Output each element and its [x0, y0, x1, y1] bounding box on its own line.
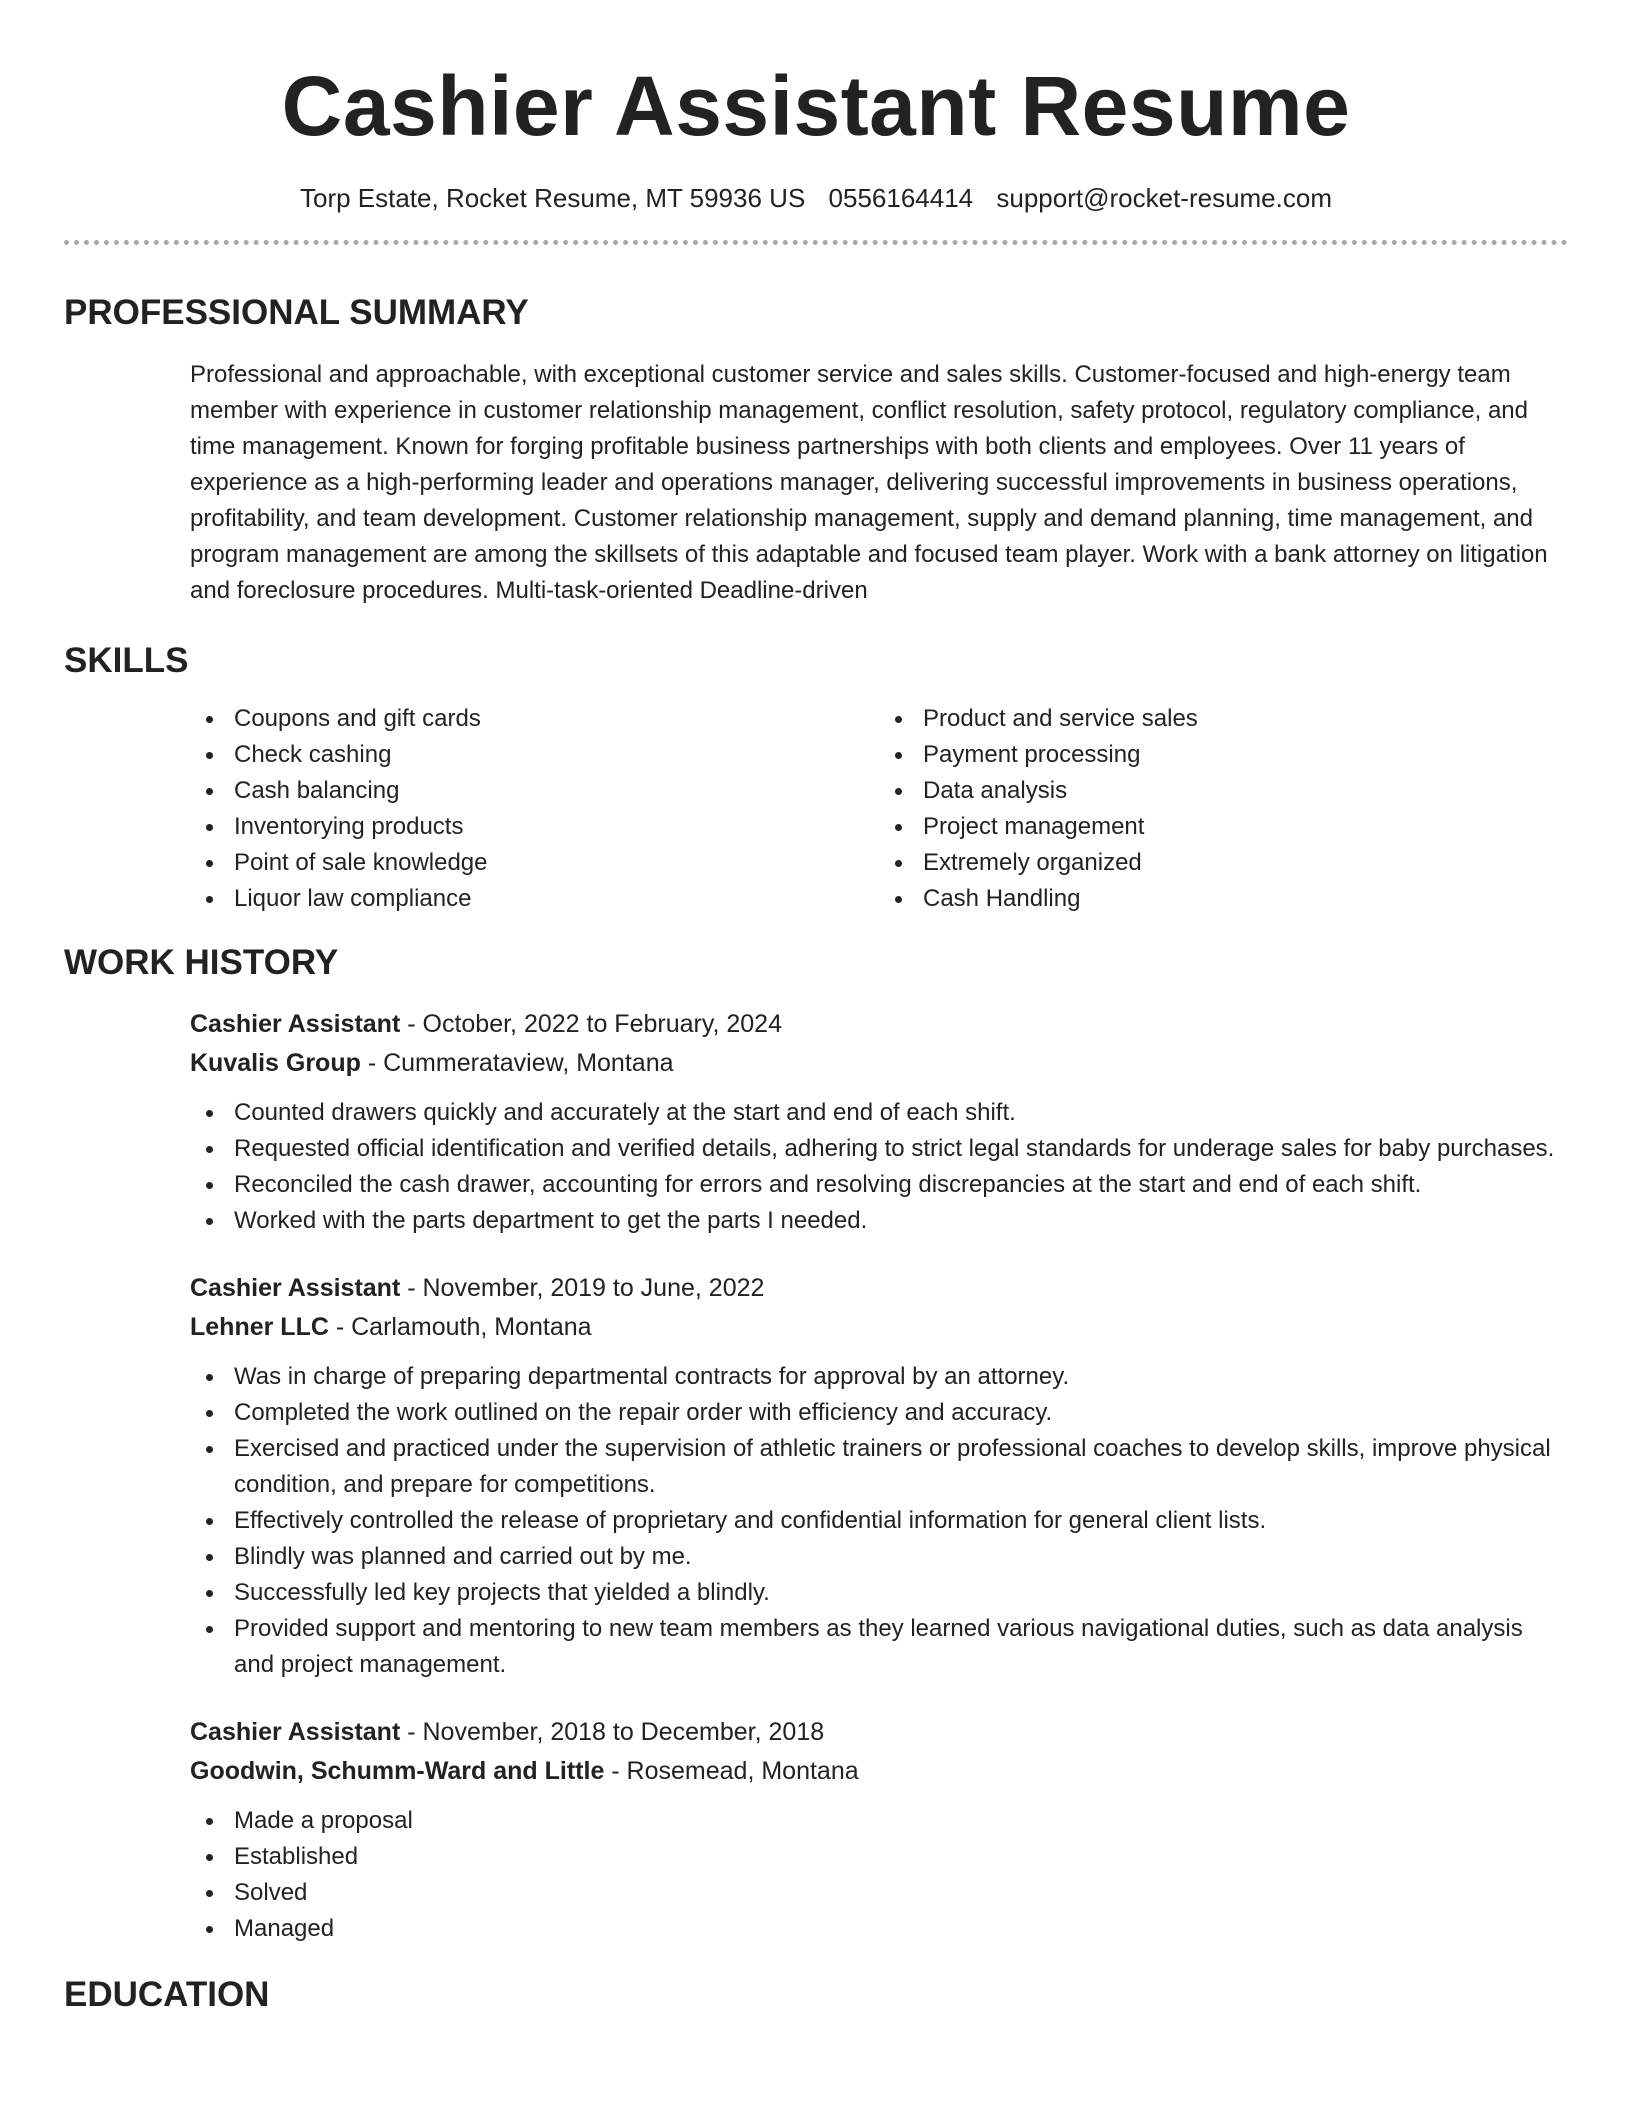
job-dates: - November, 2019 to June, 2022 [400, 1274, 765, 1302]
job-role: Cashier Assistant [190, 1718, 401, 1746]
skill-item: Inventorying products [234, 809, 879, 845]
resume-title: Cashier Assistant Resume [281, 59, 1351, 153]
job-bullet: Successfully led key projects that yielded a blindly. [234, 1575, 1568, 1611]
summary-text: Professional and approachable, with exceptional customer service and sales skills. Customer-focused and high-energy team member with experience in customer relationship management, conflict resolution, safety protocol, regulatory compliance, and time management. Known for forging profitable business partnerships with both clients and employees. Over 11 years of experience as a high-performing leader and operations manager, delivering successful improvements in business operations, profitability, and team development. Customer relationship management, supply and demand planning, time management, and program management are among the skillsets of this adaptable and focused team player. Work with a bank attorney on litigation and foreclosure procedures. Multi-task-oriented Deadline-driven [190, 361, 1548, 604]
skill-item: Payment processing [923, 737, 1568, 773]
skills-column-right [879, 701, 1568, 917]
job-bullet: Exercised and practiced under the supervision of athletic trainers or professional coaches to develop skills, improve physical condition, and prepare for competitions. [234, 1431, 1568, 1503]
job-bullet: Requested official identification and verified details, adhering to strict legal standards for underage sales for baby purchases. [234, 1131, 1568, 1167]
job-bullet: Completed the work outlined on the repair order with efficiency and accuracy. [234, 1395, 1568, 1431]
job-bullet: Established [234, 1839, 1568, 1875]
job-company: Lehner LLC [190, 1313, 329, 1341]
skill-item: Extremely organized [923, 845, 1568, 881]
job-bullet: Worked with the parts department to get the parts I needed. [234, 1203, 1568, 1239]
job-bullet: Blindly was planned and carried out by me. [234, 1539, 1568, 1575]
skill-item: Point of sale knowledge [234, 845, 879, 881]
job-role-line [190, 1713, 1568, 1752]
job-bullet: Made a proposal [234, 1803, 1568, 1839]
job-company-line [190, 1044, 1568, 1083]
job-dates: - November, 2018 to December, 2018 [400, 1718, 825, 1746]
job-role: Cashier Assistant [190, 1274, 401, 1302]
job-company: Kuvalis Group [190, 1049, 361, 1077]
skill-item: Cash balancing [234, 773, 879, 809]
job-entry [190, 1713, 1568, 1947]
job-company-line [190, 1752, 1568, 1791]
skill-item: Project management [923, 809, 1568, 845]
job-bullet: Managed [234, 1911, 1568, 1947]
summary-heading: PROFESSIONAL SUMMARY [64, 293, 529, 332]
job-bullet: Effectively controlled the release of proprietary and confidential information for general client lists. [234, 1503, 1568, 1539]
header-divider [64, 240, 1568, 245]
job-bullets [190, 1359, 1568, 1683]
contact-phone: 0556164414 [828, 183, 974, 213]
skill-item: Liquor law compliance [234, 881, 879, 917]
contact-line [64, 182, 1568, 214]
job-bullets [190, 1803, 1568, 1947]
work-history-heading: WORK HISTORY [64, 943, 339, 982]
job-dates: - October, 2022 to February, 2024 [400, 1010, 782, 1038]
contact-email: support@rocket-resume.com [996, 183, 1332, 213]
job-bullet: Counted drawers quickly and accurately at the start and end of each shift. [234, 1095, 1568, 1131]
skill-item: Product and service sales [923, 701, 1568, 737]
job-company-line [190, 1308, 1568, 1347]
job-role-line [190, 1005, 1568, 1044]
job-bullet: Reconciled the cash drawer, accounting for errors and resolving discrepancies at the start and end of each shift. [234, 1167, 1568, 1203]
skill-item: Cash Handling [923, 881, 1568, 917]
skill-item: Check cashing [234, 737, 879, 773]
job-bullet: Solved [234, 1875, 1568, 1911]
job-bullets [190, 1095, 1568, 1239]
skills-heading: SKILLS [64, 641, 189, 680]
job-bullet: Provided support and mentoring to new team members as they learned various navigational duties, such as data analysis and project management. [234, 1611, 1568, 1683]
job-location: - Rosemead, Montana [604, 1757, 859, 1785]
job-role-line [190, 1269, 1568, 1308]
skill-item: Coupons and gift cards [234, 701, 879, 737]
education-heading: EDUCATION [64, 1975, 270, 2014]
job-bullet: Was in charge of preparing departmental contracts for approval by an attorney. [234, 1359, 1568, 1395]
skills-list [190, 701, 1568, 917]
job-role: Cashier Assistant [190, 1010, 401, 1038]
job-entry [190, 1269, 1568, 1683]
skills-column-left [190, 701, 879, 917]
job-company: Goodwin, Schumm-Ward and Little [190, 1757, 605, 1785]
skill-item: Data analysis [923, 773, 1568, 809]
job-location: - Cummerataview, Montana [360, 1049, 674, 1077]
job-location: - Carlamouth, Montana [328, 1313, 592, 1341]
contact-address: Torp Estate, Rocket Resume, MT 59936 US [299, 183, 806, 213]
job-entry [190, 1005, 1568, 1239]
